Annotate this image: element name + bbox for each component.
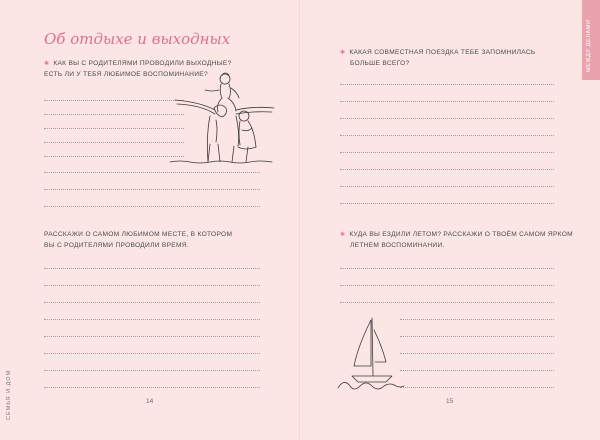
answer-line[interactable] <box>44 353 260 354</box>
section-tab-label: МЕЖДУ ДЕЛАМИ <box>586 19 592 72</box>
question-trip-line1: КАКАЯ СОВМЕСТНАЯ ПОЕЗДКА ТЕБЕ ЗАПОМНИЛАСЬ <box>349 49 536 56</box>
answer-line[interactable] <box>340 285 554 286</box>
question-summer <box>340 230 573 251</box>
answer-line[interactable] <box>340 186 554 187</box>
question-summer-line1: КУДА ВЫ ЕЗДИЛИ ЛЕТОМ? РАССКАЖИ О ТВОЁМ САМОМ ЯРКОМ <box>349 231 573 238</box>
spine-text: СЕМЬЯ И ДОМ <box>6 369 12 420</box>
question-weekends-line1: КАК ВЫ С РОДИТЕЛЯМИ ПРОВОДИЛИ ВЫХОДНЫЕ? <box>53 60 232 67</box>
answer-line[interactable] <box>44 387 260 388</box>
answer-line[interactable] <box>44 128 184 129</box>
page-number-left: 14 <box>146 398 154 405</box>
answer-line[interactable] <box>44 172 260 173</box>
question-summer-line2: ЛЕТНЕМ ВОСПОМИНАНИИ. <box>350 241 445 249</box>
answer-line[interactable] <box>44 189 260 190</box>
answer-line[interactable] <box>340 268 554 269</box>
answer-line[interactable] <box>400 387 554 388</box>
star-bullet-icon: ✱ <box>340 50 346 56</box>
answer-line[interactable] <box>44 336 260 337</box>
question-trip-line2: БОЛЬШЕ ВСЕГО? <box>350 59 410 67</box>
answer-line[interactable] <box>400 319 554 320</box>
answer-line[interactable] <box>400 336 554 337</box>
answer-line[interactable] <box>44 206 260 207</box>
answer-line[interactable] <box>44 319 260 320</box>
star-bullet-icon: ✱ <box>44 61 50 67</box>
answer-line[interactable] <box>44 156 184 157</box>
answer-line[interactable] <box>44 370 260 371</box>
answer-line[interactable] <box>44 285 260 286</box>
question-trip <box>340 48 536 69</box>
answer-line[interactable] <box>400 353 554 354</box>
question-favorite-place-line1: РАССКАЖИ О САМОМ ЛЮБИМОМ МЕСТЕ, В КОТОРОМ <box>44 231 233 238</box>
answer-line[interactable] <box>340 135 554 136</box>
question-weekends-line2: ЕСТЬ ЛИ У ТЕБЯ ЛЮБИМОЕ ВОСПОМИНАНИЕ? <box>44 70 208 78</box>
sailboat-illustration <box>336 316 406 392</box>
star-bullet-icon: ✱ <box>340 232 346 238</box>
answer-line[interactable] <box>340 302 554 303</box>
answer-line[interactable] <box>44 100 184 101</box>
right-page <box>300 0 600 440</box>
answer-line[interactable] <box>340 152 554 153</box>
family-illustration <box>170 70 280 170</box>
question-favorite-place <box>44 230 232 251</box>
page-number-right: 15 <box>446 398 454 405</box>
answer-line[interactable] <box>340 84 554 85</box>
answer-line[interactable] <box>340 203 554 204</box>
section-tab <box>582 0 600 80</box>
answer-line[interactable] <box>340 118 554 119</box>
answer-line[interactable] <box>340 169 554 170</box>
answer-line[interactable] <box>44 268 260 269</box>
answer-line[interactable] <box>44 302 260 303</box>
answer-line[interactable] <box>44 114 184 115</box>
answer-line[interactable] <box>400 370 554 371</box>
page-title: Об отдыхе и выходных <box>44 30 231 48</box>
question-favorite-place-line2: ВЫ С РОДИТЕЛЯМИ ПРОВОДИЛИ ВРЕМЯ. <box>44 241 189 249</box>
answer-line[interactable] <box>340 101 554 102</box>
answer-line[interactable] <box>44 142 184 143</box>
